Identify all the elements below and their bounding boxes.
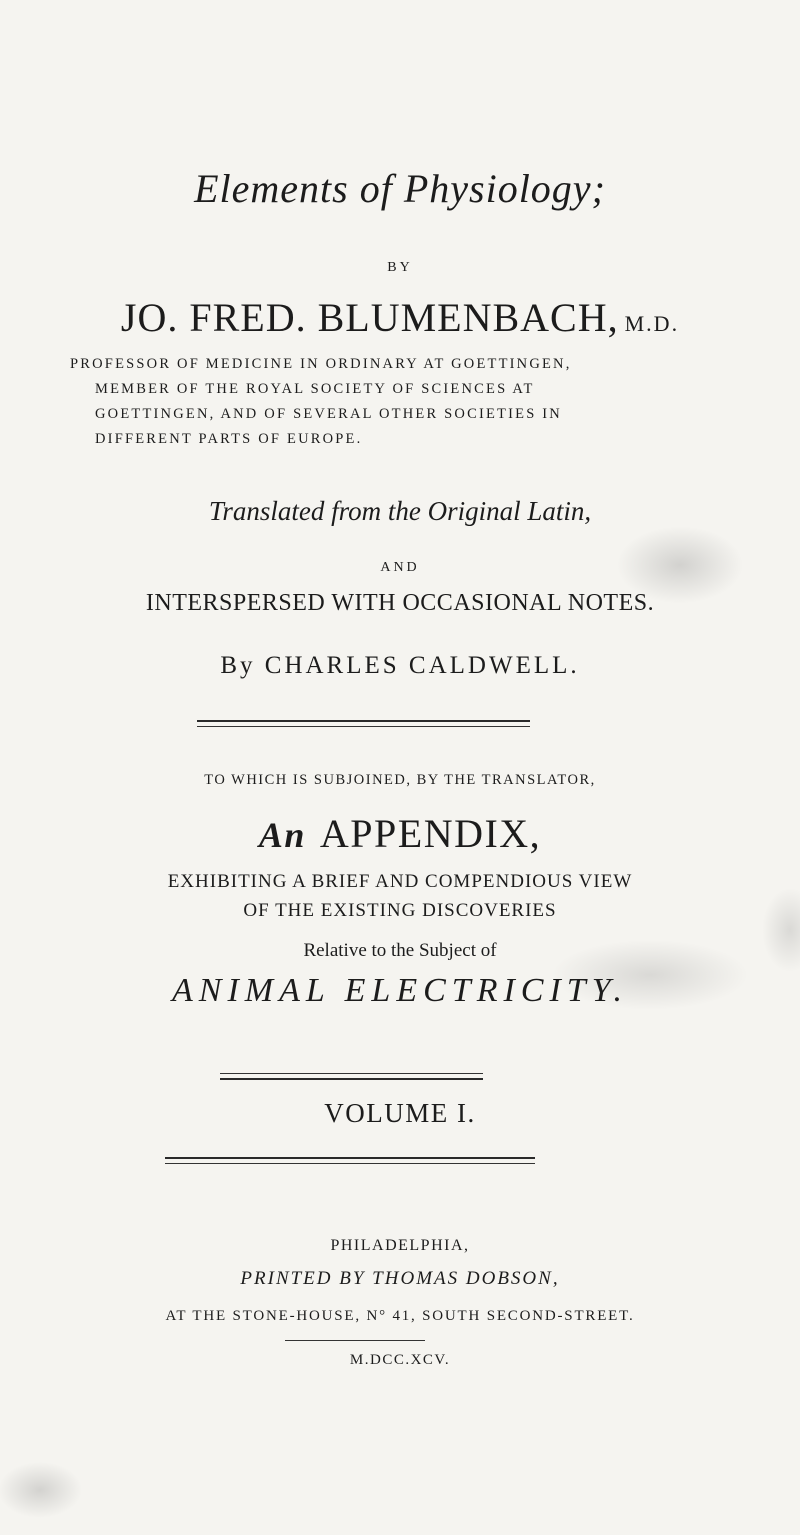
divider-rule bbox=[285, 1340, 425, 1341]
printer-line: PRINTED BY THOMAS DOBSON, bbox=[240, 1268, 560, 1289]
credential-line: PROFESSOR OF MEDICINE IN ORDINARY AT GOETTINGEN, bbox=[70, 356, 572, 372]
printer-address: AT THE STONE-HOUSE, N° 41, SOUTH SECOND-STREET. bbox=[165, 1308, 635, 1324]
volume-label: VOLUME I. bbox=[324, 1098, 476, 1128]
by-label: BY bbox=[387, 260, 413, 275]
author-line bbox=[0, 294, 800, 341]
author-name: JO. FRED. BLUMENBACH, bbox=[120, 295, 619, 340]
relative-note: Relative to the Subject of bbox=[303, 940, 497, 961]
appendix-description: EXHIBITING A BRIEF AND COMPENDIOUS VIEW bbox=[167, 871, 633, 892]
appendix-heading bbox=[0, 810, 800, 857]
interspersed-note: INTERSPERSED WITH OCCASIONAL NOTES. bbox=[145, 590, 655, 616]
imprint-city: PHILADELPHIA, bbox=[330, 1237, 470, 1254]
translator-line: By CHARLES CALDWELL. bbox=[220, 652, 580, 679]
credential-line: MEMBER OF THE ROYAL SOCIETY OF SCIENCES AT bbox=[95, 381, 535, 397]
appendix-article: An bbox=[258, 815, 306, 855]
subject-heading: ANIMAL ELECTRICITY. bbox=[172, 972, 628, 1009]
credential-line: DIFFERENT PARTS OF EUROPE. bbox=[95, 431, 363, 447]
author-degree: M.D. bbox=[624, 311, 680, 336]
publication-date: M.DCC.XCV. bbox=[349, 1352, 451, 1368]
divider-rule bbox=[165, 1163, 535, 1164]
book-title: Elements of Physiology; bbox=[194, 166, 606, 211]
subjoined-note: TO WHICH IS SUBJOINED, BY THE TRANSLATOR, bbox=[204, 772, 596, 788]
divider-rule bbox=[165, 1157, 535, 1159]
divider-rule bbox=[220, 1073, 483, 1074]
divider-rule bbox=[197, 720, 530, 722]
and-label: AND bbox=[380, 560, 420, 575]
credential-line: GOETTINGEN, AND OF SEVERAL OTHER SOCIETIES IN bbox=[95, 406, 562, 422]
divider-rule bbox=[197, 726, 530, 727]
divider-rule bbox=[220, 1078, 483, 1080]
translated-note: Translated from the Original Latin, bbox=[208, 496, 592, 526]
appendix-description: OF THE EXISTING DISCOVERIES bbox=[243, 900, 557, 921]
appendix-word: APPENDIX, bbox=[319, 811, 542, 856]
